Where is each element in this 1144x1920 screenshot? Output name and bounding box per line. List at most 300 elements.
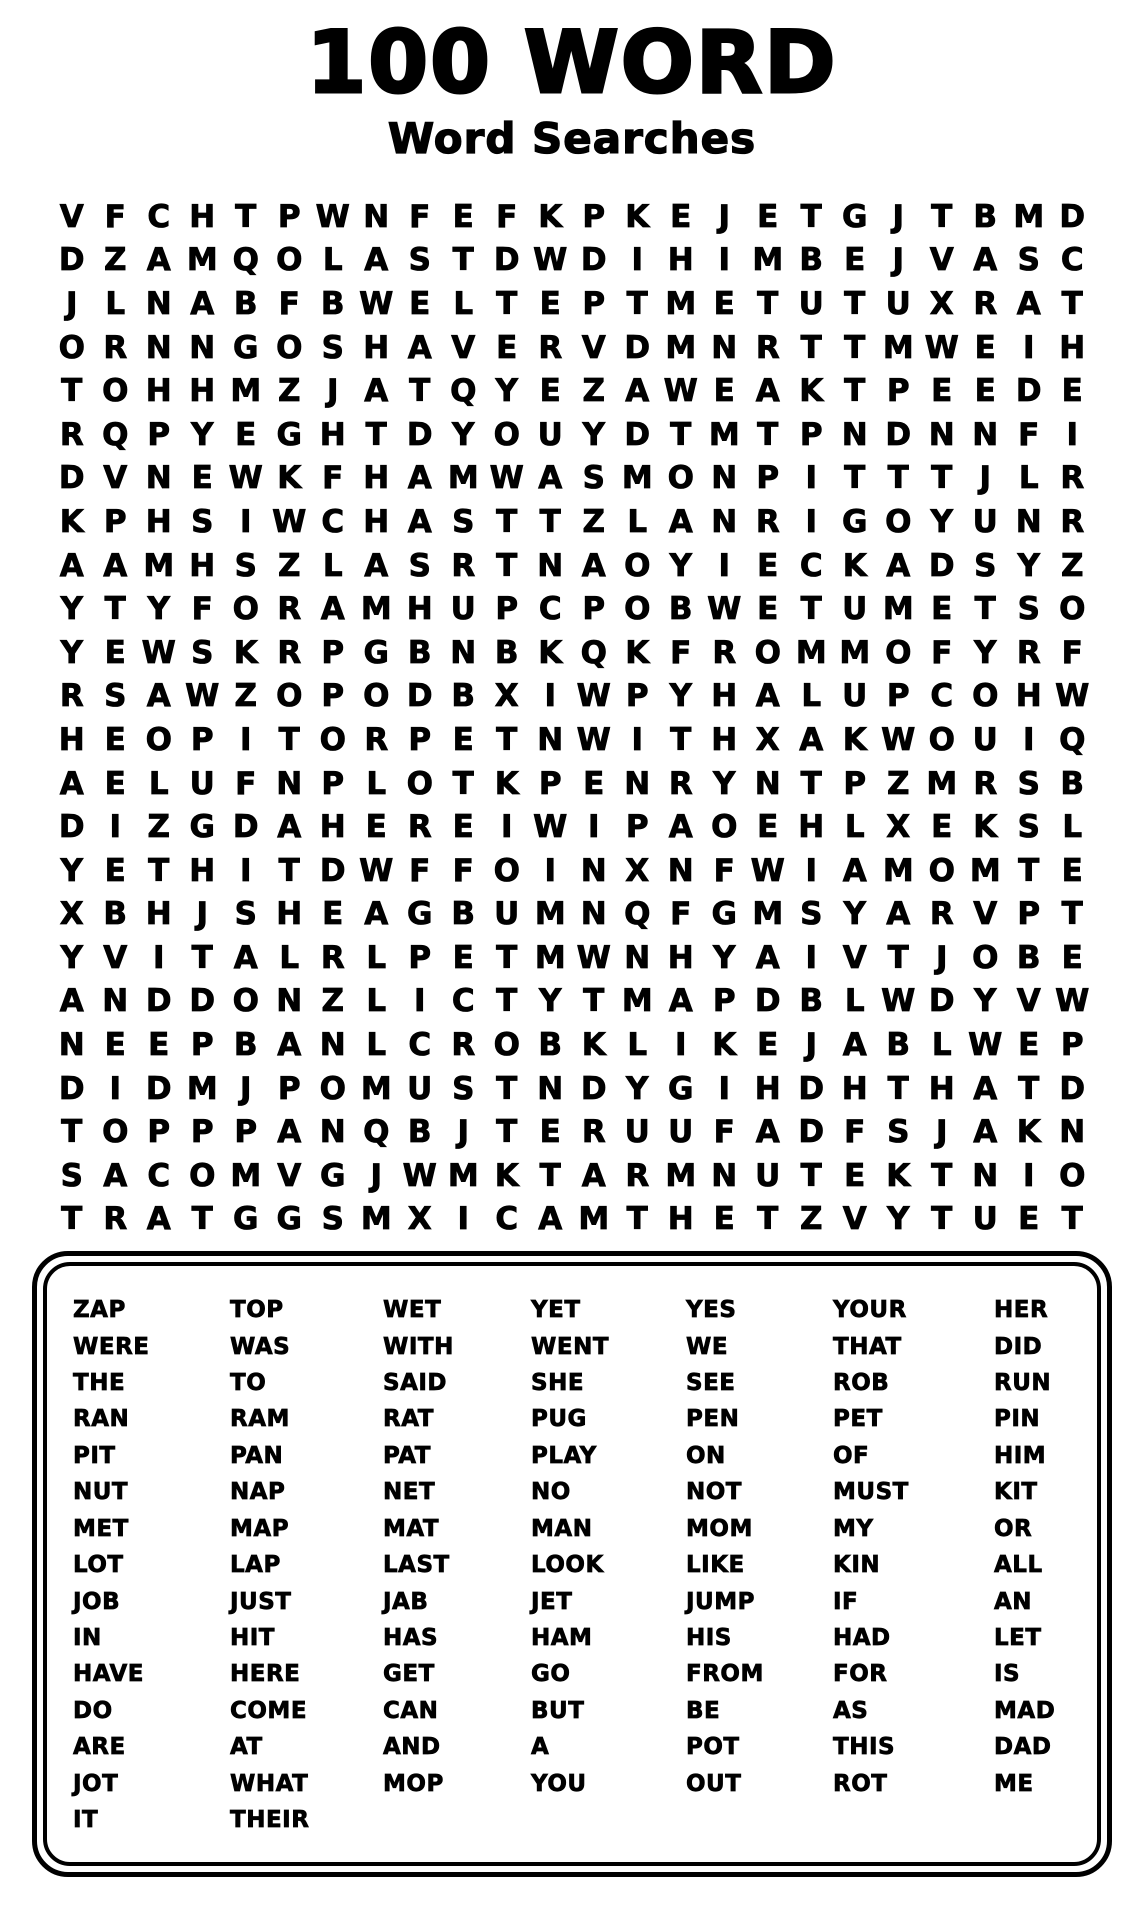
grid-letter[interactable]: R [929,896,954,933]
grid-letter[interactable]: M [360,1070,392,1107]
grid-letter[interactable]: T [931,1157,953,1194]
grid-letter[interactable]: I [239,721,252,758]
grid-letter[interactable]: F [191,591,213,628]
grid-letter[interactable]: T [757,1201,779,1238]
word-item[interactable]: PLAY [531,1442,597,1469]
word-item[interactable]: THEIR [230,1806,310,1833]
grid-letter[interactable]: P [321,634,345,671]
grid-letter[interactable]: G [363,634,389,671]
grid-letter[interactable]: P [495,591,519,628]
grid-letter[interactable]: G [233,329,259,366]
grid-letter[interactable]: T [496,285,518,322]
grid-letter[interactable]: P [321,765,345,802]
grid-letter[interactable]: N [667,852,694,889]
grid-letter[interactable]: E [757,591,779,628]
grid-letter[interactable]: I [718,547,731,584]
grid-letter[interactable]: R [59,416,84,453]
grid-letter[interactable]: E [104,634,126,671]
grid-letter[interactable]: T [800,198,822,235]
grid-letter[interactable]: T [800,1157,822,1194]
grid-letter[interactable]: D [885,416,912,453]
word-item[interactable]: COME [230,1697,308,1724]
grid-letter[interactable]: R [755,329,780,366]
grid-letter[interactable]: H [363,460,390,497]
grid-letter[interactable]: T [496,1114,518,1151]
word-item[interactable]: PEN [686,1406,740,1433]
grid-letter[interactable]: D [406,678,433,715]
word-item[interactable]: GO [531,1661,571,1688]
grid-letter[interactable]: C [930,678,954,715]
grid-letter[interactable]: E [1061,373,1083,410]
grid-letter[interactable]: H [363,503,390,540]
grid-letter[interactable]: E [235,416,257,453]
grid-letter[interactable]: W [533,242,568,279]
word-item[interactable]: IF [833,1588,859,1615]
grid-letter[interactable]: D [928,983,955,1020]
grid-letter[interactable]: T [539,1157,561,1194]
grid-letter[interactable]: J [457,1114,470,1151]
grid-letter[interactable]: B [668,591,693,628]
grid-letter[interactable]: T [191,1201,213,1238]
grid-letter[interactable]: K [799,373,824,410]
grid-letter[interactable]: M [621,460,653,497]
grid-letter[interactable]: T [496,983,518,1020]
grid-letter[interactable]: T [235,198,257,235]
grid-letter[interactable]: Z [278,547,301,584]
grid-letter[interactable]: A [364,373,389,410]
grid-letter[interactable]: N [1015,503,1042,540]
word-item[interactable]: TOP [230,1297,284,1324]
grid-letter[interactable]: T [191,939,213,976]
grid-letter[interactable]: E [104,1027,126,1064]
grid-letter[interactable]: E [1061,852,1083,889]
grid-letter[interactable]: E [583,765,605,802]
word-item[interactable]: GET [383,1661,435,1688]
grid-letter[interactable]: N [276,765,303,802]
word-item[interactable]: PAT [383,1442,431,1469]
grid-letter[interactable]: F [409,852,431,889]
word-item[interactable]: ME [994,1770,1034,1797]
word-item[interactable]: ON [686,1442,726,1469]
word-item[interactable]: HAD [833,1624,891,1651]
grid-letter[interactable]: T [496,939,518,976]
grid-letter[interactable]: P [408,939,432,976]
word-item[interactable]: A [531,1734,550,1761]
grid-letter[interactable]: D [1059,198,1086,235]
grid-letter[interactable]: T [61,373,83,410]
grid-letter[interactable]: X [407,1201,432,1238]
grid-letter[interactable]: O [363,678,390,715]
grid-letter[interactable]: T [61,1201,83,1238]
grid-letter[interactable]: O [102,373,129,410]
grid-letter[interactable]: J [935,939,948,976]
grid-letter[interactable]: H [1015,678,1042,715]
grid-letter[interactable]: T [104,591,126,628]
grid-letter[interactable]: O [232,983,259,1020]
grid-letter[interactable]: H [189,198,216,235]
grid-letter[interactable]: A [668,983,693,1020]
grid-letter[interactable]: A [842,852,867,889]
grid-letter[interactable]: E [365,809,387,846]
grid-letter[interactable]: P [277,198,301,235]
grid-letter[interactable]: T [452,765,474,802]
grid-letter[interactable]: Q [624,896,651,933]
grid-letter[interactable]: H [841,1070,868,1107]
word-item[interactable]: WENT [531,1333,610,1360]
word-item[interactable]: PIT [73,1442,116,1469]
grid-letter[interactable]: U [972,1201,998,1238]
word-item[interactable]: FROM [686,1661,764,1688]
grid-letter[interactable]: O [1059,1157,1086,1194]
grid-letter[interactable]: I [674,1027,687,1064]
grid-letter[interactable]: F [409,198,431,235]
grid-letter[interactable]: A [407,460,432,497]
grid-letter[interactable]: R [277,591,302,628]
grid-letter[interactable]: L [453,285,474,322]
grid-letter[interactable]: D [58,809,85,846]
grid-letter[interactable]: E [539,1114,561,1151]
grid-letter[interactable]: E [452,939,474,976]
word-item[interactable]: BUT [531,1697,585,1724]
grid-letter[interactable]: E [974,373,996,410]
grid-letter[interactable]: I [544,852,557,889]
grid-letter[interactable]: A [973,1114,998,1151]
grid-letter[interactable]: H [928,1070,955,1107]
word-item[interactable]: WERE [73,1333,150,1360]
grid-letter[interactable]: A [973,1070,998,1107]
grid-letter[interactable]: V [277,1157,302,1194]
grid-letter[interactable]: L [366,983,387,1020]
grid-letter[interactable]: B [233,1027,258,1064]
grid-letter[interactable]: R [712,634,737,671]
grid-letter[interactable]: A [668,809,693,846]
word-item[interactable]: IN [73,1624,102,1651]
grid-letter[interactable]: T [931,1201,953,1238]
grid-letter[interactable]: P [538,765,562,802]
word-item[interactable]: JAB [383,1588,429,1615]
grid-letter[interactable]: Y [974,983,997,1020]
grid-letter[interactable]: H [276,896,303,933]
grid-letter[interactable]: S [234,896,257,933]
grid-letter[interactable]: A [146,678,171,715]
grid-letter[interactable]: T [278,721,300,758]
grid-letter[interactable]: J [239,1070,252,1107]
word-item[interactable]: CAN [383,1697,439,1724]
grid-letter[interactable]: M [578,1201,610,1238]
grid-letter[interactable]: W [315,198,350,235]
word-item[interactable]: MAD [994,1697,1056,1724]
grid-letter[interactable]: B [799,242,824,279]
grid-letter[interactable]: B [103,896,128,933]
grid-letter[interactable]: I [805,460,818,497]
grid-letter[interactable]: D [624,416,651,453]
grid-letter[interactable]: Y [60,591,83,628]
word-item[interactable]: ROT [833,1770,888,1797]
grid-letter[interactable]: T [148,852,170,889]
grid-letter[interactable]: G [842,503,868,540]
grid-letter[interactable]: B [233,285,258,322]
grid-letter[interactable]: O [232,591,259,628]
grid-letter[interactable]: W [489,460,524,497]
word-item[interactable]: ZAP [73,1297,126,1324]
grid-letter[interactable]: E [844,1157,866,1194]
grid-letter[interactable]: A [277,1027,302,1064]
grid-letter[interactable]: H [319,809,346,846]
grid-letter[interactable]: K [494,765,519,802]
word-item[interactable]: AS [833,1697,869,1724]
grid-letter[interactable]: G [407,896,433,933]
grid-letter[interactable]: F [931,634,953,671]
grid-letter[interactable]: K [842,721,867,758]
grid-letter[interactable]: L [844,809,865,846]
grid-letter[interactable]: F [1018,416,1040,453]
grid-letter[interactable]: S [321,329,344,366]
grid-letter[interactable]: L [366,765,387,802]
grid-letter[interactable]: I [631,721,644,758]
grid-letter[interactable]: U [624,1114,650,1151]
grid-letter[interactable]: U [972,503,998,540]
word-item[interactable]: HAM [531,1624,593,1651]
grid-letter[interactable]: E [757,198,779,235]
grid-letter[interactable]: H [798,809,825,846]
grid-letter[interactable]: T [887,1070,909,1107]
grid-letter[interactable]: S [1017,242,1040,279]
word-item[interactable]: MY [833,1515,874,1542]
grid-letter[interactable]: A [364,896,389,933]
word-item[interactable]: NOT [686,1479,742,1506]
grid-letter[interactable]: I [718,242,731,279]
grid-letter[interactable]: Z [147,809,170,846]
grid-letter[interactable]: D [232,809,259,846]
grid-letter[interactable]: W [924,329,959,366]
grid-letter[interactable]: X [755,721,780,758]
word-item[interactable]: NO [531,1479,571,1506]
grid-letter[interactable]: C [147,198,171,235]
word-item[interactable]: BE [686,1697,721,1724]
word-item[interactable]: HERE [230,1661,301,1688]
grid-letter[interactable]: Y [60,939,83,976]
grid-letter[interactable]: D [624,329,651,366]
grid-letter[interactable]: E [757,809,779,846]
grid-letter[interactable]: E [1061,939,1083,976]
grid-letter[interactable]: T [626,285,648,322]
grid-letter[interactable]: D [145,1070,172,1107]
word-item[interactable]: WE [686,1333,729,1360]
grid-letter[interactable]: M [1013,198,1045,235]
word-item[interactable]: JUST [230,1588,292,1615]
grid-letter[interactable]: Y [539,983,562,1020]
grid-letter[interactable]: L [322,547,343,584]
grid-letter[interactable]: K [973,809,998,846]
grid-letter[interactable]: I [413,983,426,1020]
grid-letter[interactable]: T [452,242,474,279]
grid-letter[interactable]: D [493,242,520,279]
grid-letter[interactable]: N [711,1157,738,1194]
grid-letter[interactable]: R [625,1157,650,1194]
grid-letter[interactable]: F [670,634,692,671]
grid-letter[interactable]: Z [278,373,301,410]
grid-letter[interactable]: S [452,503,475,540]
grid-letter[interactable]: S [408,547,431,584]
grid-letter[interactable]: M [665,1157,697,1194]
grid-letter[interactable]: Y [147,591,170,628]
grid-letter[interactable]: D [58,460,85,497]
grid-letter[interactable]: E [104,852,126,889]
grid-letter[interactable]: R [755,503,780,540]
grid-letter[interactable]: Y [843,896,866,933]
grid-letter[interactable]: T [800,329,822,366]
grid-letter[interactable]: C [321,503,345,540]
grid-letter[interactable]: A [581,1157,606,1194]
grid-letter[interactable]: W [750,852,785,889]
grid-letter[interactable]: M [926,765,958,802]
grid-letter[interactable]: O [667,460,694,497]
grid-letter[interactable]: C [538,591,562,628]
grid-letter[interactable]: T [278,852,300,889]
word-item[interactable]: YOUR [833,1297,907,1324]
grid-letter[interactable]: M [621,983,653,1020]
grid-letter[interactable]: R [538,329,563,366]
grid-letter[interactable]: Y [930,503,953,540]
grid-letter[interactable]: D [189,983,216,1020]
grid-letter[interactable]: U [189,765,215,802]
grid-letter[interactable]: J [935,1114,948,1151]
word-item[interactable]: THIS [833,1734,896,1761]
grid-letter[interactable]: R [973,765,998,802]
grid-letter[interactable]: A [233,939,258,976]
grid-letter[interactable]: U [842,678,868,715]
grid-letter[interactable]: L [148,765,169,802]
grid-letter[interactable]: T [1018,1070,1040,1107]
grid-letter[interactable]: L [366,939,387,976]
grid-letter[interactable]: A [755,1114,780,1151]
grid-letter[interactable]: I [1022,1157,1035,1194]
grid-letter[interactable]: Q [450,373,477,410]
grid-letter[interactable]: J [979,460,992,497]
word-item[interactable]: WAS [230,1333,291,1360]
grid-letter[interactable]: K [625,634,650,671]
grid-letter[interactable]: N [145,285,172,322]
grid-letter[interactable]: B [451,678,476,715]
grid-letter[interactable]: P [886,373,910,410]
grid-letter[interactable]: I [587,809,600,846]
grid-letter[interactable]: V [103,939,128,976]
grid-letter[interactable]: E [104,765,126,802]
grid-letter[interactable]: R [1016,634,1041,671]
grid-letter[interactable]: F [452,852,474,889]
grid-letter[interactable]: N [841,416,868,453]
word-item[interactable]: WITH [383,1333,454,1360]
grid-letter[interactable]: I [1022,329,1035,366]
grid-letter[interactable]: W [663,373,698,410]
grid-letter[interactable]: X [929,285,954,322]
grid-letter[interactable]: N [537,1070,564,1107]
grid-letter[interactable]: W [576,939,611,976]
grid-letter[interactable]: H [711,721,738,758]
word-item[interactable]: HIT [230,1624,275,1651]
grid-letter[interactable]: A [668,503,693,540]
grid-letter[interactable]: P [190,1027,214,1064]
grid-letter[interactable]: O [1059,591,1086,628]
word-item[interactable]: MAP [230,1515,290,1542]
word-item[interactable]: OUT [686,1770,742,1797]
grid-letter[interactable]: E [757,547,779,584]
grid-letter[interactable]: V [842,1201,867,1238]
grid-letter[interactable]: W [881,721,916,758]
grid-letter[interactable]: A [103,547,128,584]
grid-letter[interactable]: U [668,1114,694,1151]
grid-letter[interactable]: E [670,198,692,235]
grid-letter[interactable]: D [58,1070,85,1107]
grid-letter[interactable]: R [451,1027,476,1064]
grid-letter[interactable]: L [366,1027,387,1064]
grid-letter[interactable]: D [798,1114,825,1151]
word-item[interactable]: TO [230,1370,267,1397]
grid-letter[interactable]: Y [669,547,692,584]
grid-letter[interactable]: E [713,373,735,410]
grid-letter[interactable]: T [670,721,692,758]
grid-letter[interactable]: H [667,242,694,279]
grid-letter[interactable]: A [886,896,911,933]
word-item[interactable]: LIKE [686,1552,745,1579]
grid-letter[interactable]: E [104,721,126,758]
grid-letter[interactable]: I [805,503,818,540]
grid-letter[interactable]: I [805,939,818,976]
grid-letter[interactable]: P [277,1070,301,1107]
grid-letter[interactable]: J [892,198,905,235]
grid-letter[interactable]: N [145,460,172,497]
grid-letter[interactable]: S [887,1114,910,1151]
grid-letter[interactable]: L [627,503,648,540]
grid-letter[interactable]: A [799,721,824,758]
grid-letter[interactable]: R [59,678,84,715]
grid-letter[interactable]: C [147,1157,171,1194]
grid-letter[interactable]: O [928,852,955,889]
grid-letter[interactable]: A [277,809,302,846]
grid-letter[interactable]: R [364,721,389,758]
grid-letter[interactable]: Q [1059,721,1086,758]
grid-letter[interactable]: P [582,198,606,235]
grid-letter[interactable]: P [190,1114,214,1151]
grid-letter[interactable]: Y [495,373,518,410]
grid-letter[interactable]: D [1059,1070,1086,1107]
grid-letter[interactable]: E [931,373,953,410]
grid-letter[interactable]: W [402,1157,437,1194]
grid-letter[interactable]: H [667,1201,694,1238]
grid-letter[interactable]: B [538,1027,563,1064]
grid-letter[interactable]: L [627,1027,648,1064]
grid-letter[interactable]: W [881,983,916,1020]
grid-letter[interactable]: Z [104,242,127,279]
grid-letter[interactable]: H [1059,329,1086,366]
grid-letter[interactable]: T [496,547,518,584]
word-item[interactable]: IS [994,1661,1021,1688]
grid-letter[interactable]: P [408,721,432,758]
grid-letter[interactable]: A [59,983,84,1020]
grid-letter[interactable]: T [626,1201,648,1238]
word-item[interactable]: LAST [383,1552,450,1579]
grid-letter[interactable]: N [972,416,999,453]
grid-letter[interactable]: P [103,503,127,540]
grid-letter[interactable]: K [712,1027,737,1064]
grid-letter[interactable]: V [59,198,84,235]
word-item[interactable]: MUST [833,1479,909,1506]
grid-letter[interactable]: U [450,591,476,628]
grid-letter[interactable]: P [582,285,606,322]
grid-letter[interactable]: K [494,1157,519,1194]
grid-letter[interactable]: S [1017,591,1040,628]
word-item[interactable]: NET [383,1479,436,1506]
